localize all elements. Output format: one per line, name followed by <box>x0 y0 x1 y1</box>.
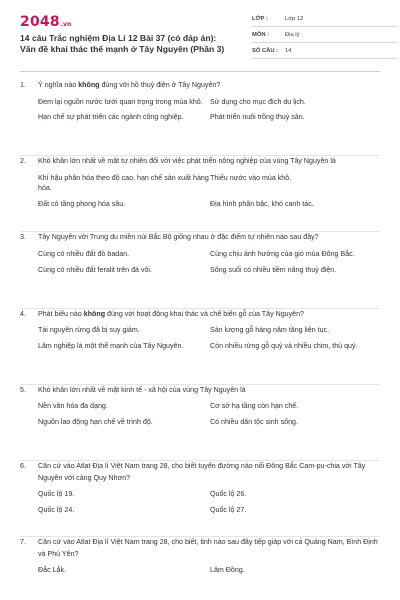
question-text <box>38 309 304 321</box>
question-list <box>20 80 380 600</box>
answer-options <box>38 396 380 427</box>
answer-option[interactable]: Cùng có nhiều đất feralit trên đá vôi. <box>38 265 152 274</box>
answer-option[interactable]: Tài nguyên rừng đã bị suy giảm. <box>38 326 140 335</box>
answer-option[interactable]: Địa hình phân bậc, khó canh tác. <box>210 199 314 208</box>
meta-key: SỐ CÂU : <box>252 47 279 54</box>
question-stem <box>20 156 380 168</box>
question-text <box>38 156 336 168</box>
document-title: 14 câu Trắc nghiệm Địa Lí 12 Bài 37 (có đáp án): Vấn đề khai thác thế mạnh ở Tây Nguyên (Phần 3) <box>20 33 225 54</box>
answer-option[interactable]: Quốc lộ 24. <box>38 505 75 514</box>
question-text-part: Khó khăn lớn nhất về mặt kinh tế - xã hội của vùng Tây Nguyên là <box>38 385 246 394</box>
question-block <box>20 232 380 308</box>
answer-option[interactable]: Thiếu nước vào mùa khô. <box>210 173 292 182</box>
answer-options <box>38 560 380 576</box>
question-block <box>20 309 380 385</box>
question-stem <box>20 385 380 397</box>
question-number: 3. <box>20 233 26 242</box>
question-stem <box>20 80 380 92</box>
question-text <box>38 232 319 244</box>
question-number: 6. <box>20 461 26 470</box>
question-number: 5. <box>20 385 26 394</box>
question-text-part: đúng với hoạt động khai thác và chế biến gỗ của Tây Nguyên? <box>105 309 304 318</box>
question-block <box>20 156 380 232</box>
answer-option[interactable]: Sông suối có nhiều tiềm năng thuỷ điện. <box>210 265 337 274</box>
answer-option[interactable]: Khí hậu phân hóa theo độ cao, hạn chế sản xuất hàng hóa. <box>38 173 209 193</box>
answer-option[interactable]: Hạn chế sự phát triển các ngành công nghiệp. <box>38 113 184 122</box>
answer-option[interactable]: Phát triển nuôi trồng thuỷ sản. <box>210 113 305 122</box>
answer-options <box>38 92 380 123</box>
question-stem <box>20 537 380 560</box>
question-block <box>20 80 380 156</box>
answer-option[interactable]: Lâm nghiệp là một thế mạnh của Tây Nguyên. <box>38 341 184 350</box>
logo-domain-text: .vn <box>60 21 72 28</box>
answer-option[interactable]: Có nhiều dân tộc sinh sống. <box>210 417 298 426</box>
answer-options <box>38 320 380 351</box>
answer-option[interactable]: Quốc lộ 26. <box>210 490 247 499</box>
question-text <box>38 80 220 92</box>
answer-option[interactable]: Cùng có nhiều đất đỏ badan. <box>38 249 130 258</box>
answer-option[interactable]: Còn nhiều rừng gỗ quý và nhiều chim, thú quý. <box>210 341 358 350</box>
meta-key: LỚP : <box>252 15 268 22</box>
question-text <box>38 461 380 484</box>
header-divider <box>20 71 380 72</box>
document-meta <box>252 11 398 59</box>
meta-value: Địa lý <box>285 31 300 38</box>
question-number: 2. <box>20 157 26 166</box>
question-number: 7. <box>20 538 26 547</box>
question-text-part: Phát biểu nào <box>38 309 84 318</box>
answer-options <box>38 244 380 275</box>
logo-main-text: 2048 <box>20 14 60 30</box>
answer-option[interactable]: Nguồn lao động hạn chế về trình độ. <box>38 417 153 426</box>
question-text <box>38 537 380 560</box>
answer-option[interactable]: Quốc lộ 19. <box>38 490 75 499</box>
site-logo[interactable] <box>20 13 71 29</box>
answer-option[interactable]: Cơ sở hạ tầng còn hạn chế. <box>210 402 299 411</box>
meta-value: 14 <box>285 47 292 54</box>
answer-option[interactable]: Quốc lộ 27. <box>210 505 247 514</box>
page-header <box>20 0 380 66</box>
answer-option[interactable]: Cùng chịu ảnh hưởng của gió mùa Đông Bắc. <box>210 249 355 258</box>
question-text-part: Tây Nguyên với Trung du miền núi Bắc Bộ giống nhau ở đặc điểm tự nhiên nào sau đây? <box>38 233 319 242</box>
question-block <box>20 461 380 537</box>
question-block <box>20 537 380 600</box>
answer-option[interactable]: Nền văn hóa đa dạng. <box>38 402 108 411</box>
question-text-part: đúng với hồ thuỷ điện ở Tây Nguyên? <box>99 81 221 89</box>
answer-option[interactable]: Sử dụng cho mục đích du lịch. <box>210 97 306 106</box>
question-text-emphasis: không <box>83 309 106 318</box>
answer-options <box>38 484 380 515</box>
answer-option[interactable]: Đắc Lắk. <box>38 566 66 575</box>
question-text-part: Ý nghĩa nào <box>38 81 79 89</box>
meta-row-grade <box>252 11 398 27</box>
question-number: 4. <box>20 309 26 318</box>
question-text <box>38 385 246 397</box>
question-stem <box>20 309 380 321</box>
meta-row-subject <box>252 27 398 43</box>
meta-key: MÔN : <box>252 31 270 38</box>
question-text-part: Căn cứ vào Atlat Địa lí Việt Nam trang 28, cho biết, tỉnh nào sau đây tiếp giáp với cả Quảng Nam, Bình Định và Phú Yên? <box>38 538 378 558</box>
answer-option[interactable]: Đất có tầng phong hóa sâu. <box>38 199 126 208</box>
question-stem <box>20 461 380 484</box>
meta-row-question-count <box>252 43 398 59</box>
answer-option[interactable]: Lâm Đồng. <box>210 566 245 575</box>
question-text-part: Căn cứ vào Atlat Địa lí Việt Nam trang 28, cho biết tuyến đường nào nối Đông Bắc Cam-pu-chia với Tây Nguyên với cảng Quy Nhơn? <box>38 461 366 482</box>
answer-option[interactable]: Sản lượng gỗ hàng năm tăng liên tục. <box>210 326 330 335</box>
question-text-part: Khó khăn lớn nhất về mặt tự nhiên đối với việc phát triển nông nghiệp của vùng Tây Nguyên là <box>38 157 336 166</box>
question-text-emphasis: không <box>78 81 100 89</box>
meta-value: Lớp 12 <box>285 15 304 22</box>
question-stem <box>20 232 380 244</box>
answer-option[interactable]: Đem lại nguồn nước tưới quan trọng trong mùa khô. <box>38 97 203 106</box>
question-number: 1. <box>20 81 26 89</box>
answer-options <box>38 168 380 210</box>
question-block <box>20 385 380 461</box>
